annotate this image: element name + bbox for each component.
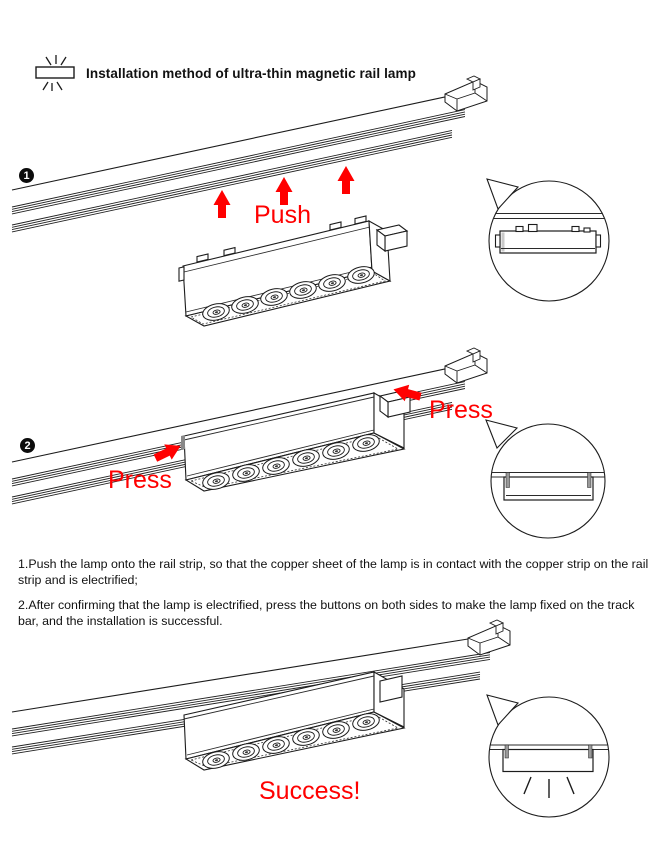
side-button-flush bbox=[380, 676, 402, 702]
press-label-top: Press bbox=[429, 396, 493, 424]
right-arrow-icon bbox=[152, 438, 185, 466]
rail-step1 bbox=[12, 76, 487, 232]
lamp-step2 bbox=[181, 391, 410, 492]
instruction-step2-text: 2.After confirming that the lamp is electrified, press the buttons on both sides to make the lamp fixed on the track bar, and the installation is successful. bbox=[18, 598, 635, 629]
rail-end-cap bbox=[445, 348, 487, 383]
side-button bbox=[377, 225, 407, 251]
instruction-step1-text: 1.Push the lamp onto the rail strip, so that the copper sheet of the lamp is in contact with the copper strip on the rail strip and is electrified; bbox=[18, 557, 649, 588]
step1-badge: 1 bbox=[19, 168, 34, 183]
page-title: Installation method of ultra-thin magnetic rail lamp bbox=[86, 66, 416, 81]
press-label-bottom: Press bbox=[108, 466, 172, 494]
rail-end-cap bbox=[445, 76, 487, 111]
callout-bubble-result bbox=[487, 695, 615, 817]
lamp-result bbox=[184, 672, 404, 771]
success-label: Success! bbox=[259, 777, 361, 805]
up-arrow-icon bbox=[338, 166, 355, 194]
up-arrow-icon bbox=[214, 190, 231, 218]
push-label: Push bbox=[254, 201, 311, 229]
lamp-step1 bbox=[179, 216, 407, 326]
callout-bubble-step2 bbox=[486, 420, 610, 538]
callout-bubble-step1 bbox=[486, 179, 614, 301]
glowing-lamp-icon bbox=[36, 55, 74, 91]
step2-badge: 2 bbox=[20, 438, 35, 453]
